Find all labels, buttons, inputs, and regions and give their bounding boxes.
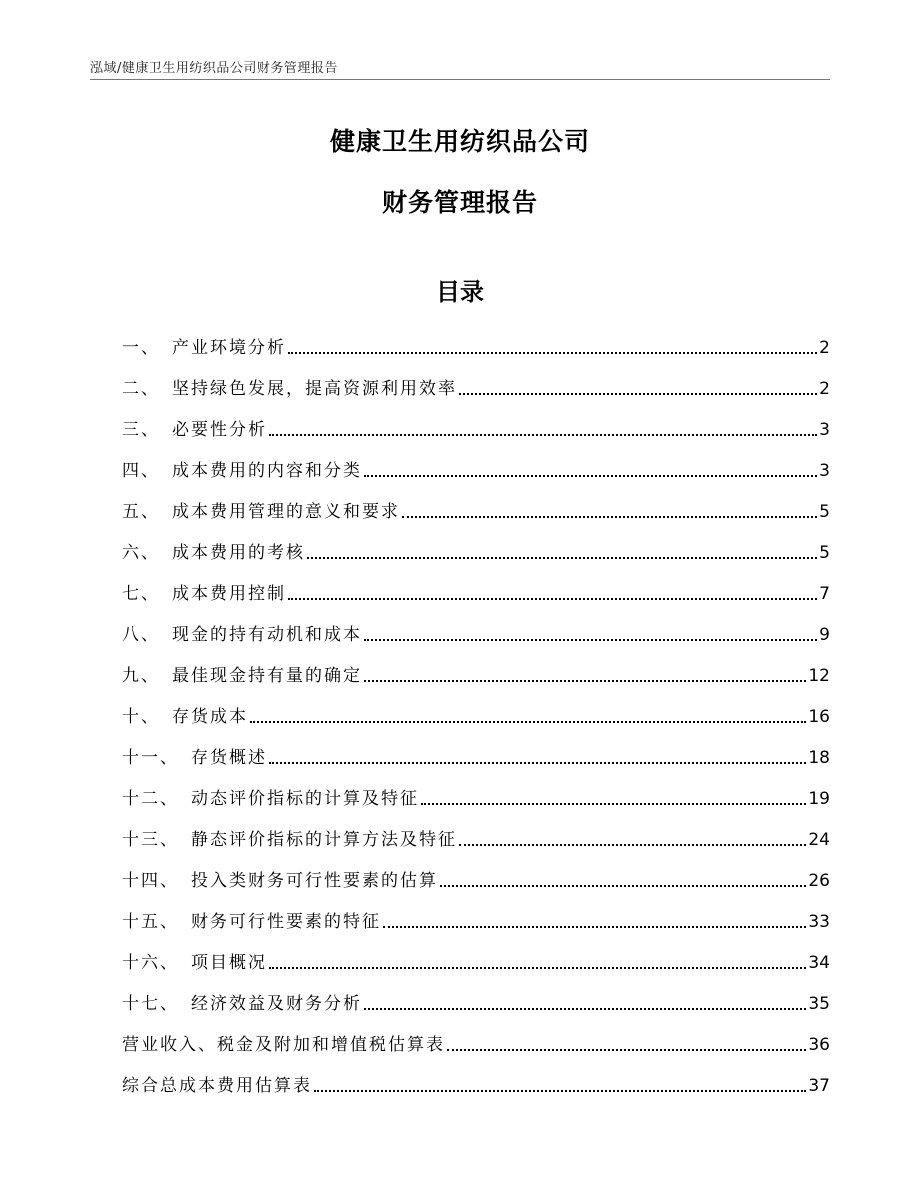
toc-dot-leader (459, 844, 806, 846)
toc-dot-leader (440, 885, 806, 887)
toc-entry-page: 34 (808, 953, 830, 973)
toc-entry-number: 十五、 (122, 912, 179, 932)
toc-entry-title: 财务可行性要素的特征 (191, 912, 381, 932)
toc-heading: 目录 (436, 278, 484, 306)
toc-dot-leader (402, 516, 817, 518)
toc-dot-leader (269, 762, 806, 764)
toc-entry[interactable] (122, 854, 830, 895)
toc-entry-number: 十三、 (122, 830, 179, 850)
toc-entry-page: 36 (808, 1035, 830, 1055)
toc-entry-page: 3 (819, 420, 830, 440)
toc-entry-page: 7 (819, 584, 830, 604)
toc-entry-page: 33 (808, 912, 830, 932)
toc-dot-leader (364, 639, 817, 641)
toc-entry-number: 八、 (122, 625, 160, 645)
toc-entry-title: 成本费用的考核 (172, 543, 305, 563)
toc-entry-page: 37 (808, 1076, 830, 1096)
toc-dot-leader (269, 434, 817, 436)
toc-entry-page: 19 (808, 789, 830, 809)
toc-entry-page: 2 (819, 379, 830, 399)
toc-entry[interactable] (122, 608, 830, 649)
toc-entry-page: 5 (819, 543, 830, 563)
toc-entry-page: 9 (819, 625, 830, 645)
toc-entry-title: 静态评价指标的计算方法及特征 (191, 830, 457, 850)
toc-entry-title: 投入类财务可行性要素的估算 (191, 871, 438, 891)
toc-entry-page: 12 (808, 666, 830, 686)
toc-dot-leader (421, 803, 806, 805)
toc-entry-number: 十四、 (122, 871, 179, 891)
toc-entry-page: 35 (808, 994, 830, 1014)
toc-dot-leader (288, 598, 817, 600)
toc-entry-page: 24 (808, 830, 830, 850)
toc-entry[interactable] (122, 690, 830, 731)
toc-entry-number: 二、 (122, 379, 160, 399)
toc-entry[interactable] (122, 526, 830, 567)
toc-entry-number: 十七、 (122, 994, 179, 1014)
toc-dot-leader (459, 393, 817, 395)
toc-entry-page: 16 (808, 707, 830, 727)
toc-entry[interactable] (122, 362, 830, 403)
toc-entry-number: 七、 (122, 584, 160, 604)
toc-entry-number: 三、 (122, 420, 160, 440)
toc-dot-leader (269, 967, 806, 969)
toc-entry-number: 十一、 (122, 748, 179, 768)
toc-entry[interactable] (122, 567, 830, 608)
toc-entry[interactable] (122, 813, 830, 854)
toc-entry-number: 十、 (122, 707, 160, 727)
toc-entry-number: 六、 (122, 543, 160, 563)
toc-entry-title: 成本费用控制 (172, 584, 286, 604)
toc-entry-number: 五、 (122, 502, 160, 522)
table-of-contents (122, 321, 830, 1100)
toc-entry-number: 九、 (122, 666, 160, 686)
toc-entry-number: 十二、 (122, 789, 179, 809)
toc-entry-title: 产业环境分析 (172, 338, 286, 358)
toc-dot-leader (288, 352, 817, 354)
toc-entry-title: 必要性分析 (172, 420, 267, 440)
report-subtitle: 财务管理报告 (381, 188, 538, 217)
report-company-title: 健康卫生用纺织品公司 (329, 127, 590, 156)
toc-entry-page: 3 (819, 461, 830, 481)
toc-entry[interactable] (122, 403, 830, 444)
running-header: 泓域/健康卫生用纺织品公司财务管理报告 (90, 61, 338, 76)
toc-entry-title: 成本费用管理的意义和要求 (172, 502, 400, 522)
toc-dot-leader (364, 1008, 806, 1010)
toc-entry[interactable] (122, 936, 830, 977)
toc-entry[interactable] (122, 977, 830, 1018)
toc-entry-page: 5 (819, 502, 830, 522)
toc-dot-leader (364, 680, 806, 682)
toc-entry-page: 18 (808, 748, 830, 768)
toc-dot-leader (447, 1049, 806, 1051)
toc-entry-title: 最佳现金持有量的确定 (172, 666, 362, 686)
toc-entry-page: 26 (808, 871, 830, 891)
toc-entry[interactable] (122, 1059, 830, 1100)
toc-entry[interactable] (122, 444, 830, 485)
toc-entry-number: 十六、 (122, 953, 179, 973)
toc-dot-leader (383, 926, 806, 928)
toc-dot-leader (314, 1090, 806, 1092)
toc-entry-number: 四、 (122, 461, 160, 481)
toc-entry-title: 坚持绿色发展，提高资源利用效率 (172, 379, 457, 399)
toc-entry-title: 现金的持有动机和成本 (172, 625, 362, 645)
toc-entry-title: 成本费用的内容和分类 (172, 461, 362, 481)
toc-entry-title: 经济效益及财务分析 (191, 994, 362, 1014)
toc-entry-number: 一、 (122, 338, 160, 358)
toc-dot-leader (250, 721, 806, 723)
toc-dot-leader (307, 557, 817, 559)
header-divider (90, 79, 830, 80)
toc-entry[interactable] (122, 731, 830, 772)
toc-entry-title: 营业收入、税金及附加和增值税估算表 (122, 1035, 445, 1055)
toc-entry[interactable] (122, 321, 830, 362)
toc-entry-title: 项目概况 (191, 953, 267, 973)
toc-entry[interactable] (122, 485, 830, 526)
toc-entry-title: 动态评价指标的计算及特征 (191, 789, 419, 809)
toc-entry[interactable] (122, 649, 830, 690)
toc-entry[interactable] (122, 772, 830, 813)
toc-dot-leader (364, 475, 817, 477)
toc-entry[interactable] (122, 1018, 830, 1059)
toc-entry-title: 综合总成本费用估算表 (122, 1076, 312, 1096)
toc-entry-page: 2 (819, 338, 830, 358)
toc-entry[interactable] (122, 895, 830, 936)
toc-entry-title: 存货概述 (191, 748, 267, 768)
toc-entry-title: 存货成本 (172, 707, 248, 727)
